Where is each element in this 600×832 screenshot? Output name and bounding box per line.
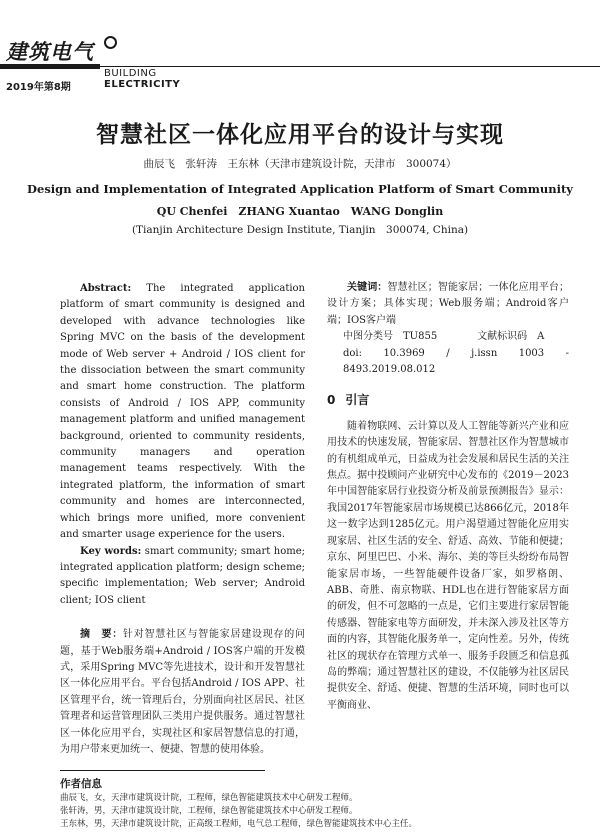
journal-name-en-line2: ELECTRICITY [104, 79, 181, 90]
journal-logo: 建筑电气 [6, 39, 94, 64]
section-number: 0 [327, 393, 336, 408]
author-info-line: 张轩涛，男，天津市建筑设计院，工程师，绿色智能建筑技术中心研发工程师。 [60, 806, 358, 816]
right-column [327, 280, 569, 714]
header-rule-thin [100, 66, 600, 67]
keywords-cn-label: 关键词： [347, 282, 388, 293]
affiliation-en: (Tianjin Architecture Design Institute, Tianjin 300074, China) [131, 224, 469, 236]
footnote-rule [60, 770, 265, 771]
abstract-cn [60, 627, 305, 758]
abstract-cn-text: 针对智慧社区与智能家居建设现存的问题，基于Web服务端+Android / IOS客户端的开发模式，采用Spring MVC等先进技术，设计和开发智慧社区一体化应用平台。平台包括Android / IOS APP、社区管理平台，统一管理后台，分别面向社区居民、社区管理者和运营管理团队三类用户提供服务。通过智慧社区一体化应用平台，实现社区和家居智慧信息的打通，为用户带来更加统一、便捷、智慧的使用体验。 [60, 629, 305, 755]
section-heading [327, 392, 569, 408]
abstract-en-text: The integrated application platform of smart community is designed and developed with advance technologies like Spring MVC on the basis of the development mode of Web server + Android / IOS client for the dissociation between the smart community and smart home construction. The platform consists of Android / IOS APP, community management platform and unified management background, oriented to community residents, community managers and operation management teams respectively. With the integrated platform, the information of smart community and homes are interconnected, which brings more unified, more convenient and smarter usage experience for the users. [60, 283, 305, 541]
author-info [60, 792, 570, 831]
keywords-cn-text: 智慧社区；智能家居；一体化应用平台；设计方案；具体实现；Web服务端；Android客户端；IOS客户端 [327, 282, 570, 326]
authors-cn: 曲辰飞 张轩涛 王东林（天津市建筑设计院，天津市 300074） [143, 158, 457, 170]
paper-title-en: Design and Implementation of Integrated Application Platform of Smart Community [27, 182, 573, 196]
keywords-cn [327, 280, 569, 329]
classification-line [327, 329, 569, 345]
author-info-line: 曲辰飞，女，天津市建筑设计院，工程师，绿色智能建筑技术中心研发工程师。 [60, 793, 358, 803]
issue-label: 2019年第8期 [6, 82, 71, 93]
registered-mark-icon [104, 36, 117, 49]
author-info-title: 作者信息 [60, 778, 102, 790]
keywords-en [60, 544, 305, 610]
section-title: 引言 [345, 393, 370, 408]
abstract-cn-label: 摘 要： [80, 629, 123, 641]
document-code: 文献标识码 A [477, 331, 545, 343]
abstract-en [60, 281, 305, 544]
abstract-en-label: Abstract: [80, 283, 132, 294]
left-column [60, 281, 305, 758]
doi: doi: 10.3969 / j.issn 1003 - 8493.2019.08.012 [343, 347, 569, 376]
keywords-en-label: Key words: [80, 545, 142, 557]
keywords-en-text: smart community; smart home; integrated application platform; design scheme; specific implementation; Web server; Android client; IOS client [60, 545, 305, 606]
journal-name-en-line1: BUILDING [104, 68, 157, 79]
clc-number: 中图分类号 TU855 [343, 331, 438, 343]
authors-en: QU Chenfei ZHANG Xuantao WANG Donglin [156, 205, 444, 218]
header-rule-thick [0, 64, 100, 69]
intro-paragraph: 随着物联网、云计算以及人工智能等新兴产业和应用技术的快速发展，智能家居、智慧社区作为智慧城市的有机组成单元，日益成为社会发展和居民生活的关注焦点。据中投顾问产业研究中心发布的《2019－2023年中国智能家居行业投资分析及前景预测报告》显示：我国2017年智能家居市场规模已达866亿元，2018年这一数字达到1285亿元。用户渴望通过智能化应用实现家居、社区生活的安全、舒适、高效、节能和便捷；京东、阿里巴巴、小米、海尔、美的等巨头纷纷布局智能家居市场，一些智能硬件设备厂家，如罗格朗、ABB、奇胜、南京物联、HDL也在进行智能家居方面的研发，但不可忽略的一点是，它们主要进行家居智能传感器、智能家电等方面研发，并未深入涉及社区等方面的内容，其智能化服务单一，定向性差。另外，传统社区的现状存在管理方式单一、服务手段匮乏和信息孤岛的弊端；通过智慧社区的建设，不仅能够为社区居民提供安全、舒适、便捷、智慧的生活环境，同时也可以平衡商业、 [327, 420, 569, 711]
author-info-line: 王东林，男，天津市建筑设计院，正高级工程师，电气总工程师，绿色智能建筑技术中心主任。 [60, 819, 418, 829]
paper-title-cn: 智慧社区一体化应用平台的设计与实现 [96, 122, 504, 148]
